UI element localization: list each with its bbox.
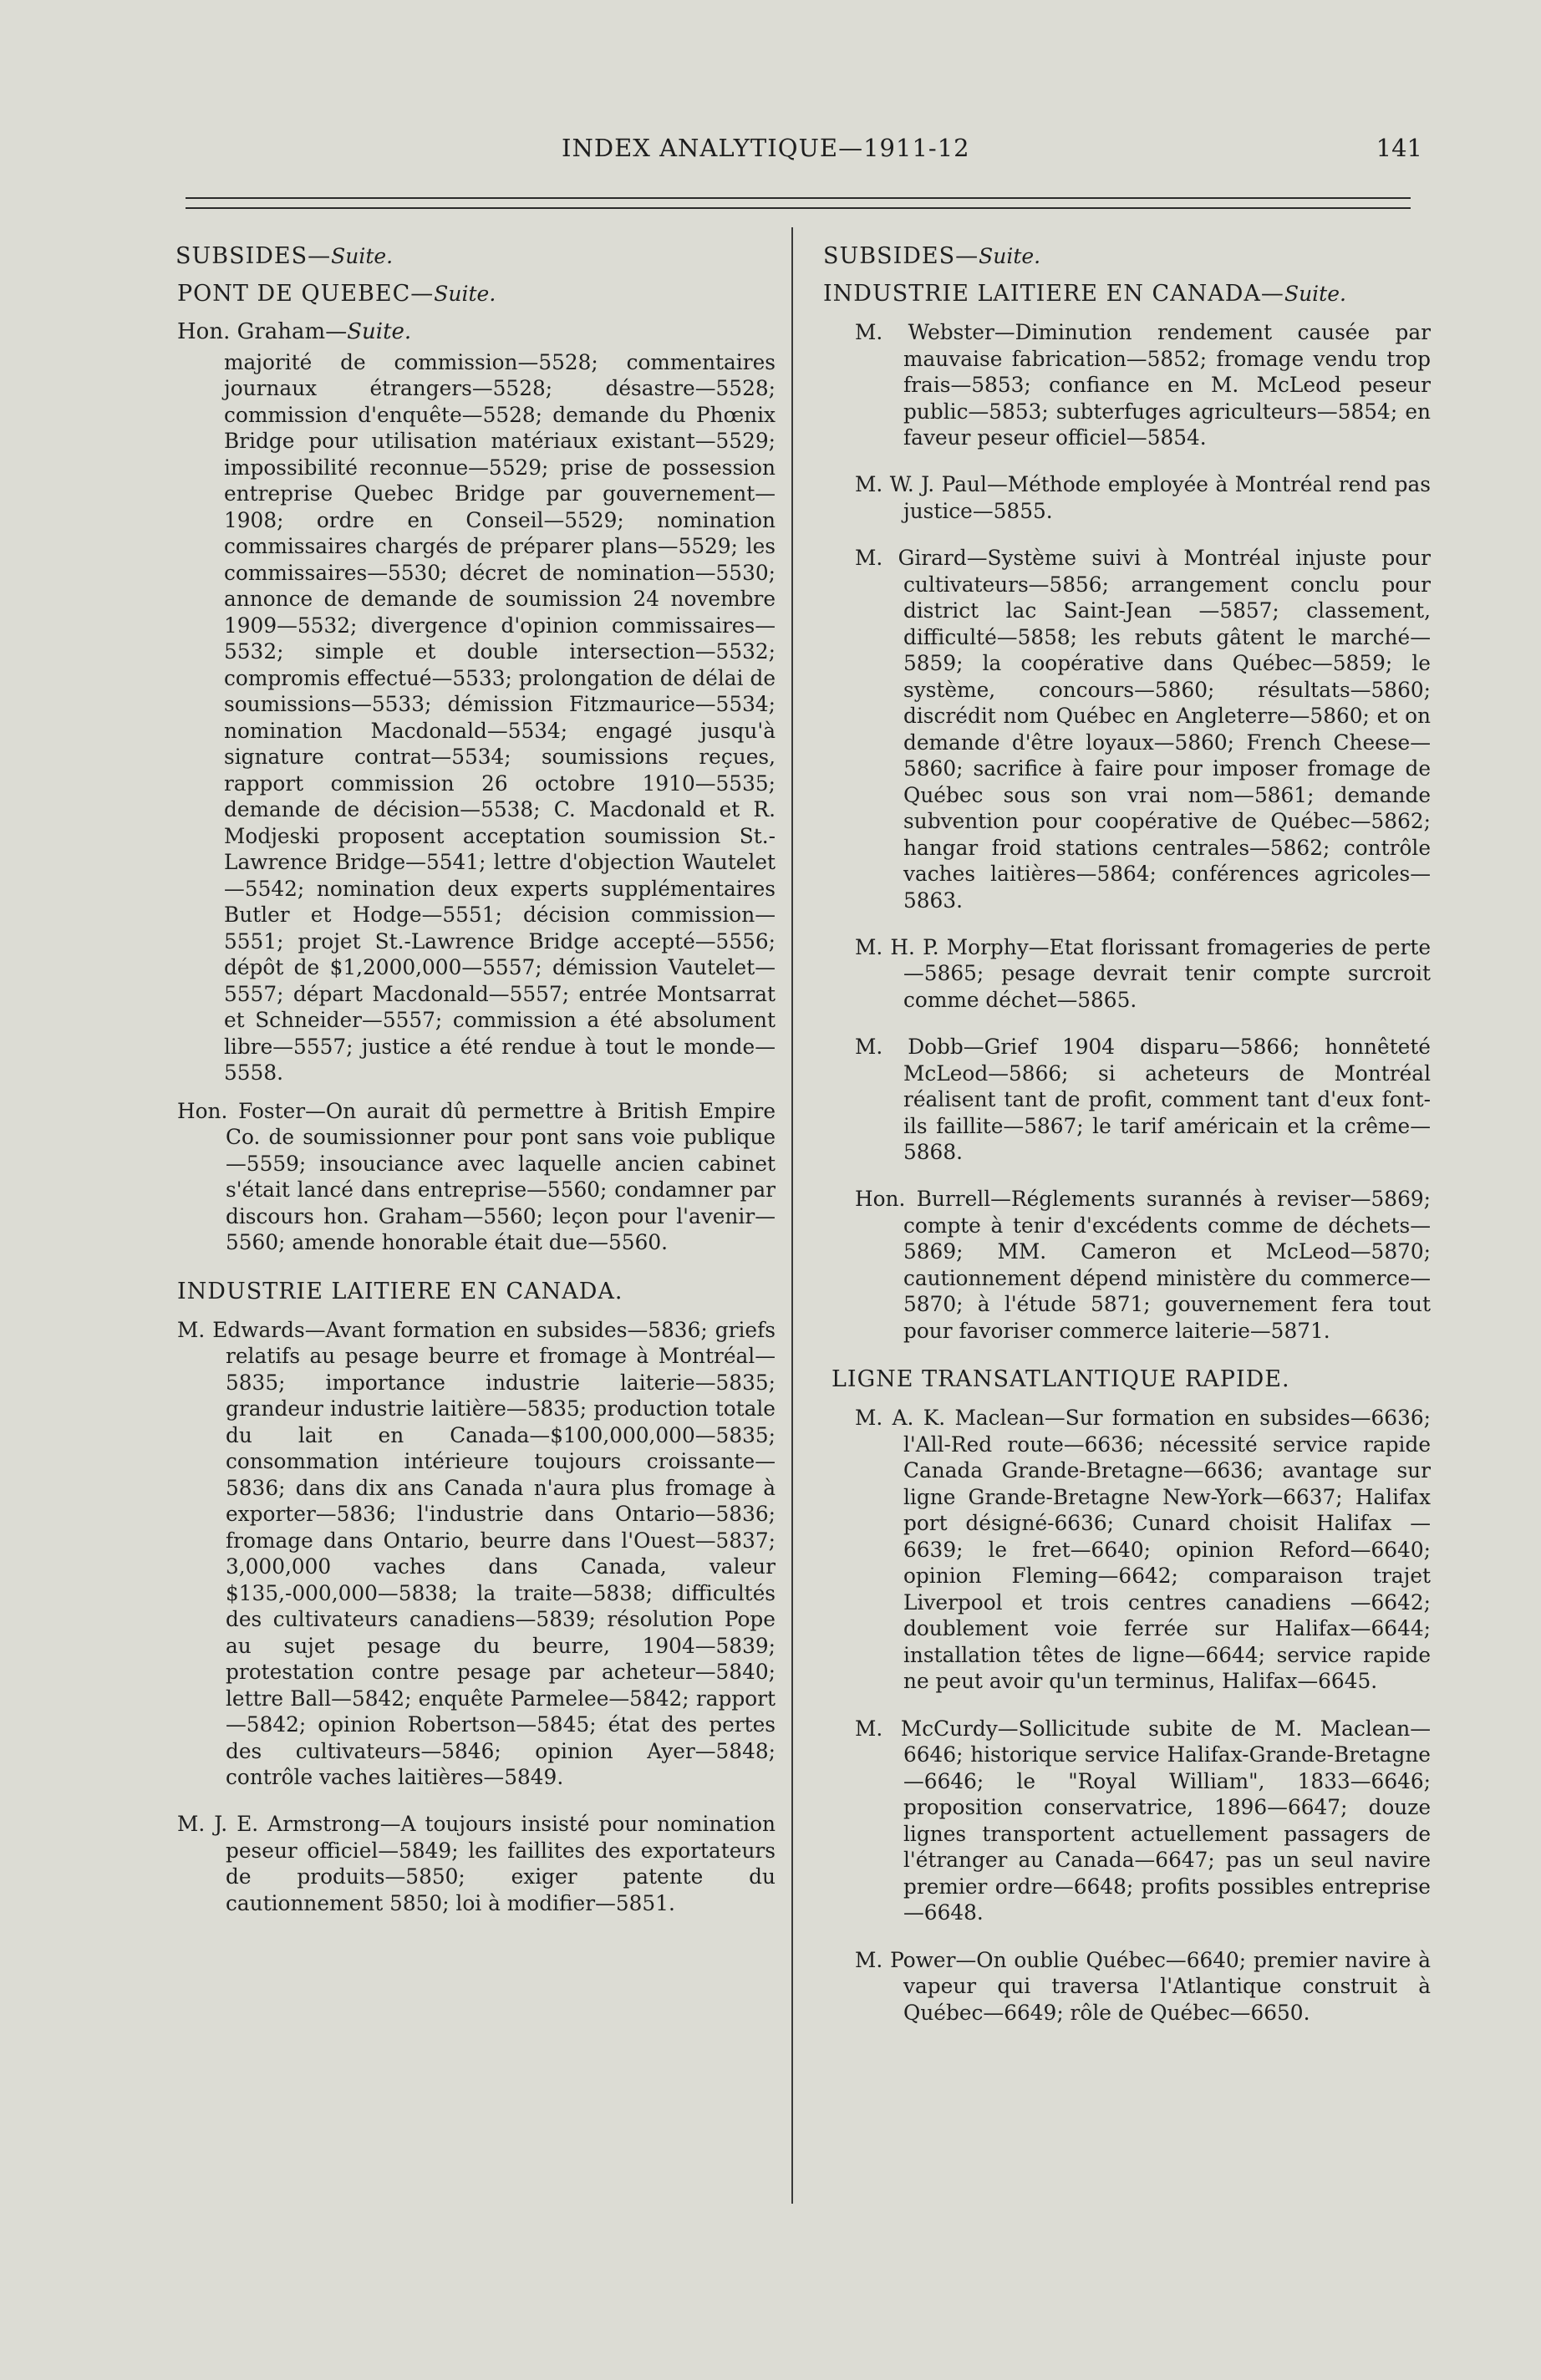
page-number: 141: [1376, 134, 1422, 162]
entry-girard: M. Girard—Système suivi à Montréal injuste pour cultivateurs—5856; arrangement conclu pour district lac Saint-Jean —5857; classement, difficulté—5858; les rebuts gâtent le marché—5859; la coopérative dans Québec—5859; le système, concours—5860; résultats—5860; discrédit nom Québec en Angleterre—5860; et on demande d'être loyaux—5860; French Cheese—5860; sacrifice à faire pour imposer fromage de Québec sous son vrai nom—5861; demande subvention pour coopérative de Québec—5862; hangar froid stations centrales—5862; contrôle vaches laitières—5864; conférences agricoles—5863.: [855, 546, 1431, 913]
entry-armstrong: M. J. E. Armstrong—A toujours insisté pour nomination peseur officiel—5849; les faillites des exportateurs de produits—5850; exiger patente du cautionnement 5850; loi à modifier—5851.: [177, 1812, 776, 1915]
entry-mccurdy: M. McCurdy—Sollicitude subite de M. Maclean—6646; historique service Halifax-Grande-Bretagne—6646; le "Royal William", 1833—6646; proposition conservatrice, 1896—6647; douze lignes transportent actuellement passagers de l'étranger au Canada—6647; pas un seul navire premier ordre—6648; profits possibles entreprise—6648.: [855, 1716, 1431, 1925]
entry-edwards: M. Edwards—Avant formation en subsides—5836; griefs relatifs au pesage beurre et fromage à Montréal—5835; importance industrie laiterie—5835; grandeur industrie laitière—5835; production totale du lait en Canada—$100,000,000—5835; consommation intérieure toujours croissante—5836; dans dix ans Canada n'aura plus fromage à exporter—5836; l'industrie dans Ontario—5836; fromage dans Ontario, beurre dans l'Ouest—5837; 3,000,000 vaches dans Canada, valeur $135,-000,000—5838; la traite—5838; difficultés des cultivateurs canadiens—5839; résolution Pope au sujet pesage du beurre, 1904—5839; protestation contre pesage par acheteur—5840; lettre Ball—5842; enquête Parmelee—5842; rapport—5842; opinion Robertson—5845; état des pertes des cultivateurs—5846; opinion Ayer—5848; contrôle vaches laitières—5849.: [177, 1317, 776, 1789]
entry-morphy: M. H. P. Morphy—Etat florissant fromageries de perte—5865; pesage devrait tenir compte surcroit comme déchet—5865.: [855, 934, 1431, 1012]
entry-graham: majorité de commission—5528; commentaires journaux étrangers—5528; désastre—5528; commission d'enquête—5528; demande du Phœnix Bridge pour utilisation matériaux existant—5529; impossibilité reconnue—5529; prise de possession entreprise Quebec Bridge par gouvernement—1908; ordre en Conseil—5529; nomination commissaires chargés de préparer plans—5529; les commissaires—5530; décret de nomination—5530; annonce de demande de soumission 24 novembre 1909—5532; divergence d'opinion commissaires—5532; simple et double intersection—5532; compromis effectué—5533; prolongation de délai de soumissions—5533; démission Fitzmaurice—5534; nomination Macdonald—5534; engagé jusqu'à signature contrat—5534; soumissions reçues, rapport commission 26 octobre 1910—5535; demande de décision—5538; C. Macdonald et R. Modjeski proposent acceptation soumission St.-Lawrence Bridge—5541; lettre d'objection Wautelet—5542; nomination deux experts supplémentaires Butler et Hodge—5551; décision commission—5551; projet St.-Lawrence Bridge accepté—5556; dépôt de $1,2000,000—5557; démission Vautelet—5557; départ Macdonald—5557; entrée Montsarrat et Schneider—5557; commission a été absolument libre—5557; justice a été rendue à tout le monde—5558.: [224, 349, 776, 1085]
subsection-heading-2: INDUSTRIE LAITIERE EN CANADA.: [177, 1278, 623, 1304]
page-header: [0, 134, 1541, 167]
entry-dobb: M. Dobb—Grief 1904 disparu—5866; honnêteté McLeod—5866; si acheteurs de Montréal réalisent tant de profit, comment tant d'eux font-ils faillite—5867; le tarif américain et la crême—5868.: [855, 1035, 1431, 1165]
left-column: [175, 242, 776, 1937]
header-rule-top: [186, 197, 1411, 199]
entry-foster: Hon. Foster—On aurait dû permettre à British Empire Co. de soumissionner pour pont sans voie publique—5559; insouciance avec laquelle ancien cabinet s'était lancé dans entreprise—5560; condamner par discours hon. Graham—5560; leçon pour l'avenir—5560; amende honorable était due—5560.: [177, 1098, 776, 1254]
subsection-heading-right: INDUSTRIE LAITIERE EN CANADA—Suite.: [823, 281, 1346, 307]
right-column: [823, 242, 1431, 2047]
entry-paul: M. W. J. Paul—Méthode employée à Montréal rend pas justice—5855.: [855, 472, 1431, 523]
subsection-heading: PONT DE QUEBEC—Suite.: [177, 281, 496, 307]
entry-burrell: Hon. Burrell—Réglements surannés à reviser—5869; compte à tenir d'excédents comme de déchets—5869; MM. Cameron et McLeod—5870; cautionnement dépend ministère du commerce—5870; à l'étude 5871; gouvernement fera tout pour favoriser commerce laiterie—5871.: [855, 1187, 1431, 1343]
section-heading-right: SUBSIDES—Suite.: [823, 243, 1041, 269]
entry-power: M. Power—On oublie Québec—6640; premier navire à vapeur qui traversa l'Atlantique construit à Québec—6649; rôle de Québec—6650.: [855, 1947, 1431, 2025]
section-heading: SUBSIDES—Suite.: [175, 243, 394, 269]
running-title: INDEX ANALYTIQUE—1911-12: [562, 134, 970, 162]
entry-maclean: M. A. K. Maclean—Sur formation en subsides—6636; l'All-Red route—6636; nécessité service rapide Canada Grande-Bretagne—6636; avantage sur ligne Grande-Bretagne New-York—6637; Halifax port désigné-6636; Cunard choisit Halifax —6639; le fret—6640; opinion Reford—6640; opinion Fleming—6642; comparaison trajet Liverpool et trois centres canadiens —6642; doublement voie ferrée sur Halifax—6644; installation têtes de ligne—6644; service rapide ne peut avoir qu'un terminus, Halifax—6645.: [855, 1406, 1431, 1694]
speaker-heading: Hon. Graham—Suite.: [177, 319, 412, 344]
header-rule-bottom: [186, 207, 1411, 209]
entry-webster: M. Webster—Diminution rendement causée par mauvaise fabrication—5852; fromage vendu trop frais—5853; confiance en M. McLeod peseur public—5853; subterfuges agriculteurs—5854; en faveur peseur officiel—5854.: [855, 320, 1431, 450]
column-divider: [791, 227, 793, 2204]
subsection-heading-right-2: LIGNE TRANSATLANTIQUE RAPIDE.: [832, 1366, 1290, 1393]
